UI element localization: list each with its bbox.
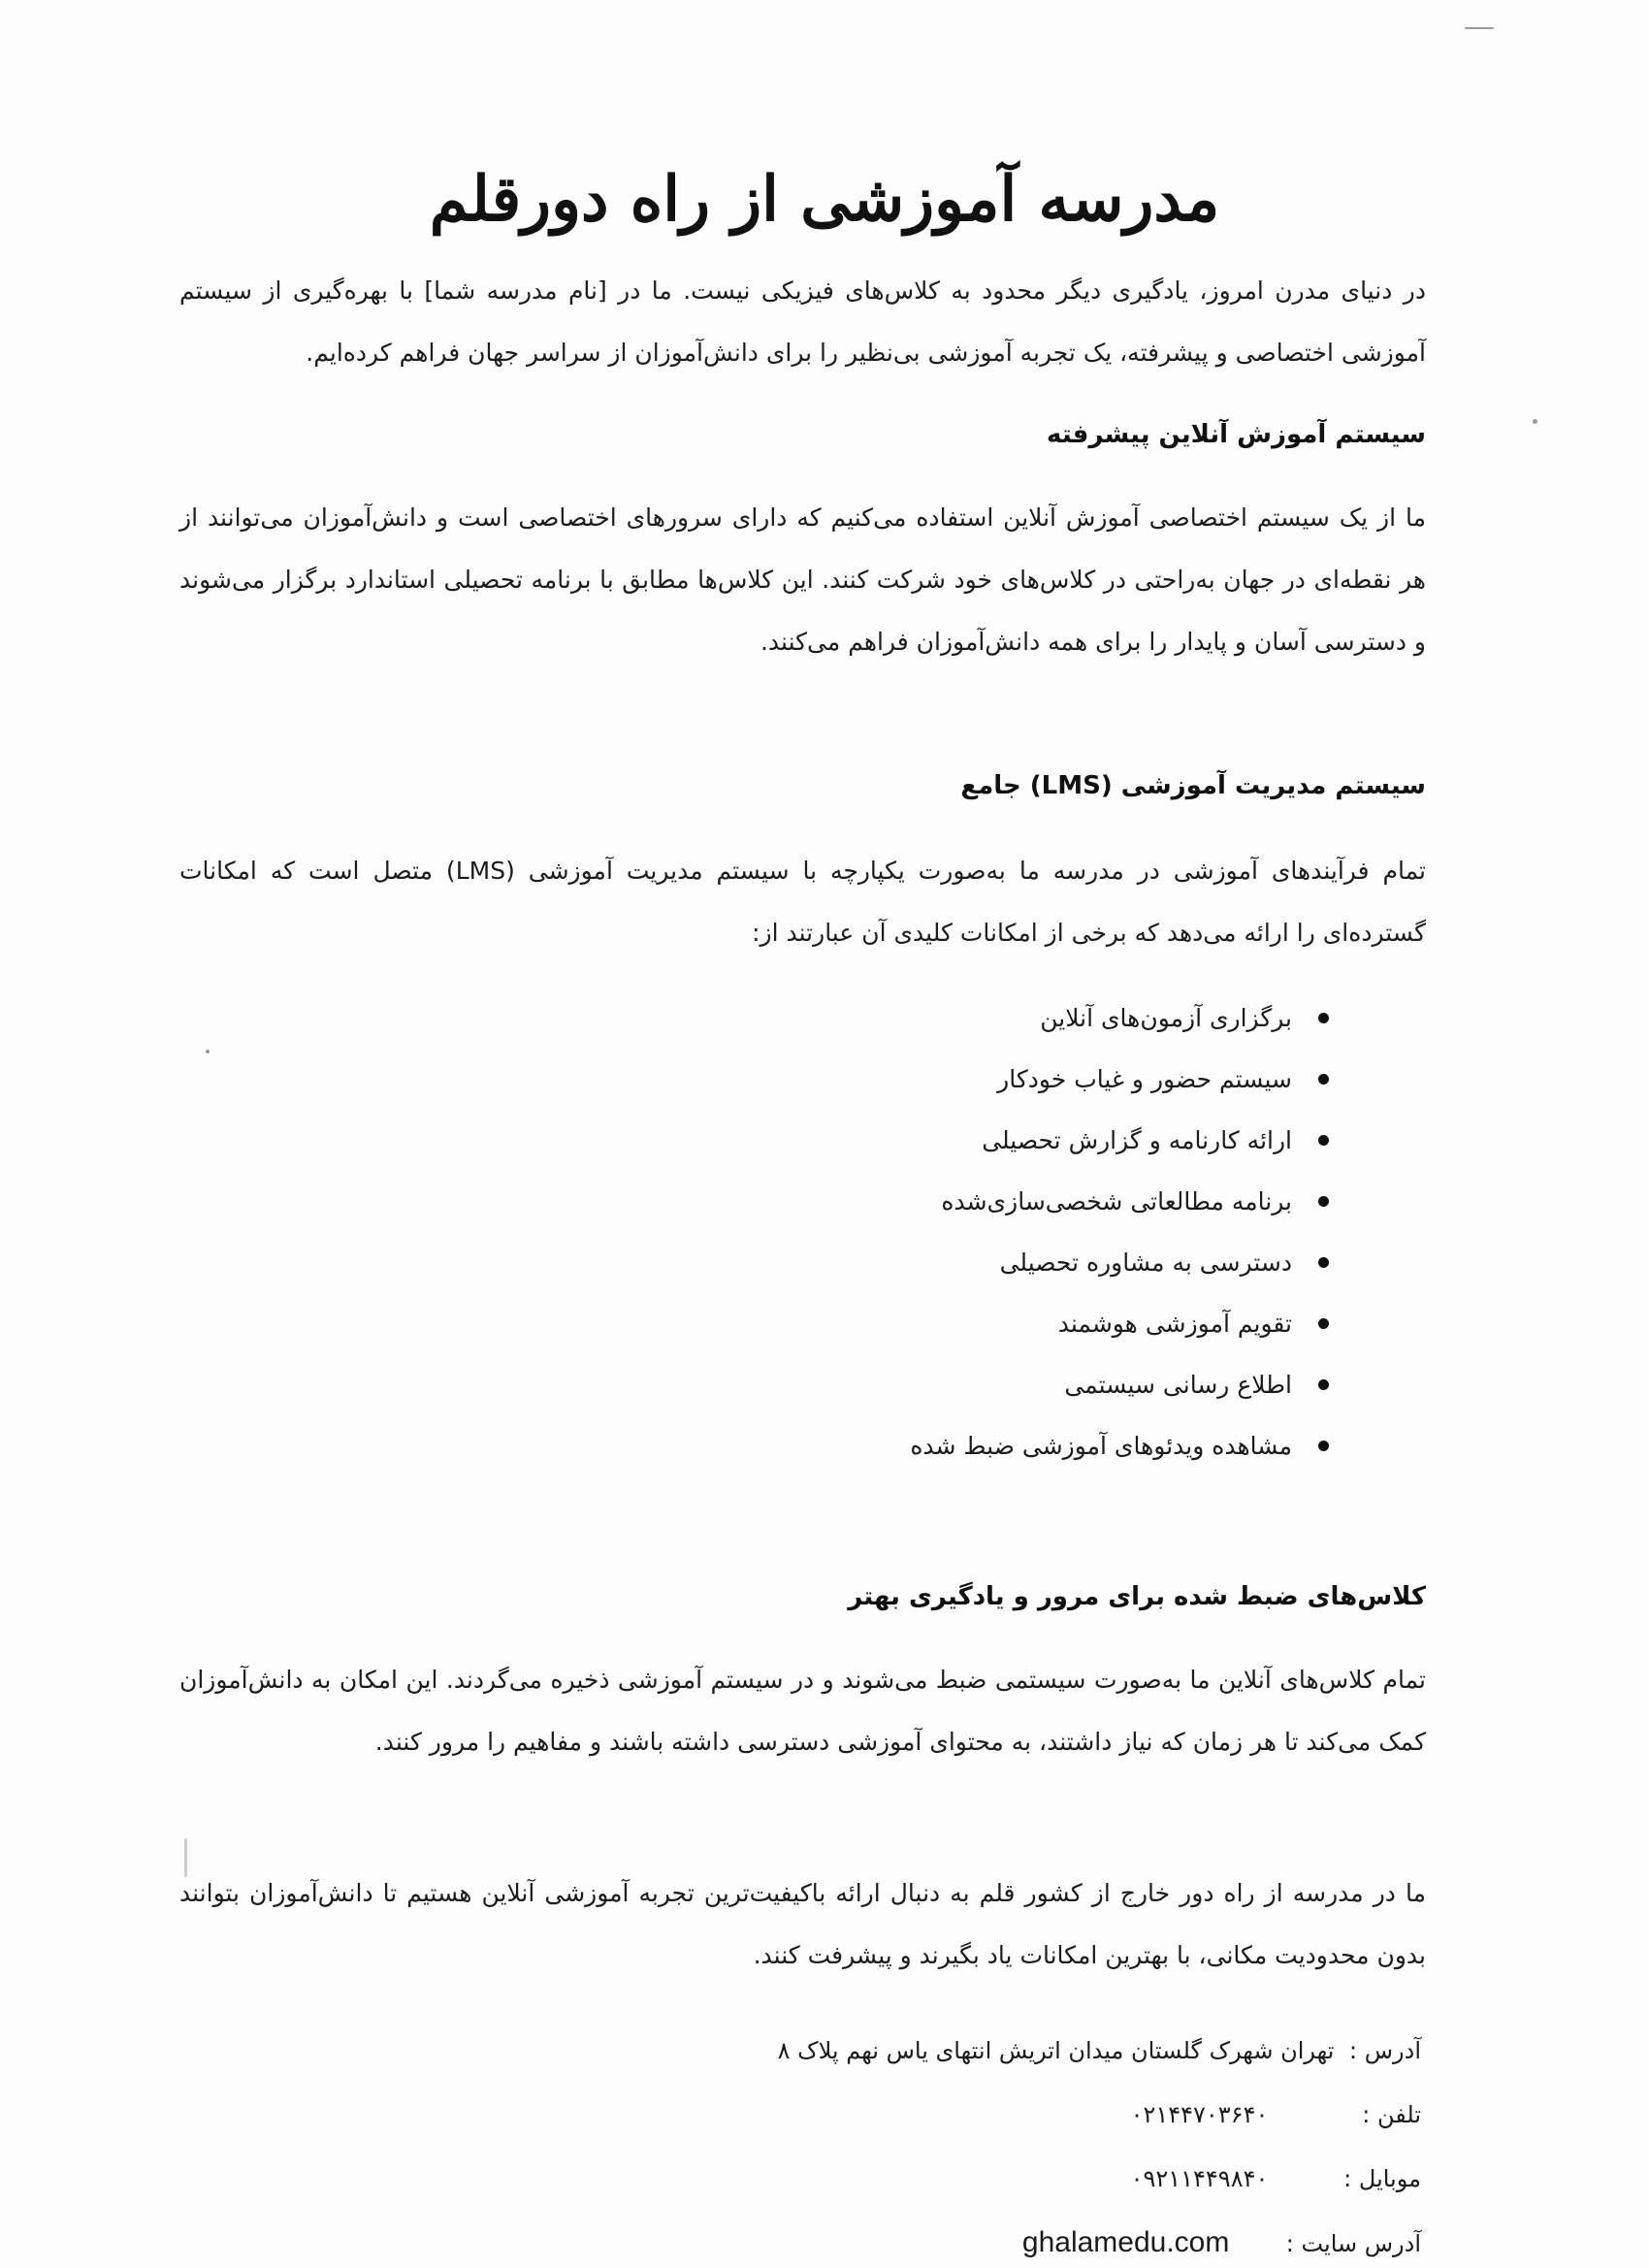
scan-speck (206, 1050, 210, 1053)
feature-label: مشاهده ویدئوهای آموزشی ضبط شده (910, 1432, 1292, 1460)
contact-address (451, 2031, 1421, 2070)
contact-phone (451, 2095, 1421, 2134)
feature-label: برگزاری آزمون‌های آنلاین (1040, 1004, 1292, 1032)
address-value: تهران شهرک گلستان میدان اتریش انتهای یاس نهم پلاک ۸ (777, 2037, 1335, 2064)
feature-label: تقویم آموزشی هوشمند (1057, 1310, 1292, 1338)
feature-label: برنامه مطالعاتی شخصی‌سازی‌شده (941, 1187, 1292, 1215)
bullet-icon (1318, 1379, 1329, 1390)
section-heading-recorded-classes: کلاس‌های ضبط شده برای مرور و یادگیری بهتر (848, 1582, 1426, 1611)
contact-mobile (451, 2159, 1421, 2198)
bullet-icon (1318, 1013, 1329, 1023)
feature-label: سیستم حضور و غیاب خودکار (997, 1065, 1292, 1093)
list-item (910, 1110, 1329, 1171)
closing-paragraph: ما در مدرسه از راه دور خارج از کشور قلم به دنبال ارائه باکیفیت‌ترین تجربه آموزشی آنلاین هستیم تا دانش‌آموزان بتوانند بدون محدودیت مکانی، با بهترین امکانات یاد بگیرند و پیشرفت کنند. (179, 1879, 1426, 1969)
mobile-label: موبایل : (1343, 2165, 1421, 2192)
list-item (910, 1354, 1329, 1415)
bullet-icon (1318, 1257, 1329, 1268)
list-item (910, 1232, 1329, 1293)
list-item (910, 1293, 1329, 1354)
online-system-paragraph: ما از یک سیستم اختصاصی آموزش آنلاین استفاده می‌کنیم که دارای سرورهای اختصاصی است و دانش‌آموزان می‌توانند از هر نقطه‌ای در جهان به‌راحتی در کلاس‌های خود شرکت کنند. این کلاس‌ها مطابق با برنامه تحصیلی استاندارد برگزار می‌شوند و دسترسی آسان و پایدار را برای همه دانش‌آموزان فراهم می‌کنند. (179, 503, 1426, 656)
feature-label: دسترسی به مشاوره تحصیلی (999, 1248, 1292, 1277)
bullet-icon (1318, 1135, 1329, 1146)
feature-label: ارائه کارنامه و گزارش تحصیلی (982, 1126, 1292, 1154)
list-item (910, 1049, 1329, 1110)
phone-value: ۰۲۱۴۴۷۰۳۶۴۰ (1130, 2101, 1269, 2128)
page-title: مدرسه آموزشی از راه دورقلم (429, 162, 1220, 236)
website-link[interactable]: ghalamedu.com (1021, 2226, 1230, 2258)
feature-label: اطلاع رسانی سیستمی (1064, 1371, 1292, 1399)
bullet-icon (1318, 1074, 1329, 1085)
list-item (910, 988, 1329, 1049)
lms-feature-list (910, 988, 1329, 1476)
contact-website (451, 2223, 1421, 2263)
bullet-icon (1318, 1318, 1329, 1329)
section-heading-online-system: سیستم آموزش آنلاین پیشرفته (1047, 420, 1426, 449)
scan-speck (1465, 27, 1494, 29)
bullet-icon (1318, 1441, 1329, 1451)
mobile-value: ۰۹۲۱۱۴۴۹۸۴۰ (1130, 2165, 1269, 2192)
intro-paragraph: در دنیای مدرن امروز، یادگیری دیگر محدود به کلاس‌های فیزیکی نیست. ما در [نام مدرسه شما] با بهره‌گیری از سیستم آموزشی اختصاصی و پیشرفته، یک تجربه آموزشی بی‌نظیر را برای دانش‌آموزان از سراسر جهان فراهم کرده‌ایم. (179, 276, 1426, 367)
lms-paragraph: تمام فرآیندهای آموزشی در مدرسه ما به‌صورت یکپارچه با سیستم مدیریت آموزشی (LMS) متصل است که امکانات گسترده‌ای را ارائه می‌دهد که برخی از امکانات کلیدی آن عبارتند از: (179, 857, 1426, 947)
phone-label: تلفن : (1362, 2101, 1421, 2128)
list-item (910, 1415, 1329, 1476)
list-item (910, 1171, 1329, 1232)
scan-speck (1533, 419, 1537, 424)
recorded-classes-paragraph: تمام کلاس‌های آنلاین ما به‌صورت سیستمی ضبط می‌شوند و در سیستم آموزشی ذخیره می‌گردند. این امکان به دانش‌آموزان کمک می‌کند تا هر زمان که نیاز داشتند، به محتوای آموزشی دسترسی داشته باشند و مفاهیم را مرور کنند. (179, 1666, 1426, 1756)
section-heading-lms: سیستم مدیریت آموزشی (LMS) جامع (960, 771, 1426, 800)
address-label: آدرس : (1349, 2037, 1421, 2064)
bullet-icon (1318, 1196, 1329, 1207)
website-label: آدرس سایت : (1285, 2230, 1421, 2257)
